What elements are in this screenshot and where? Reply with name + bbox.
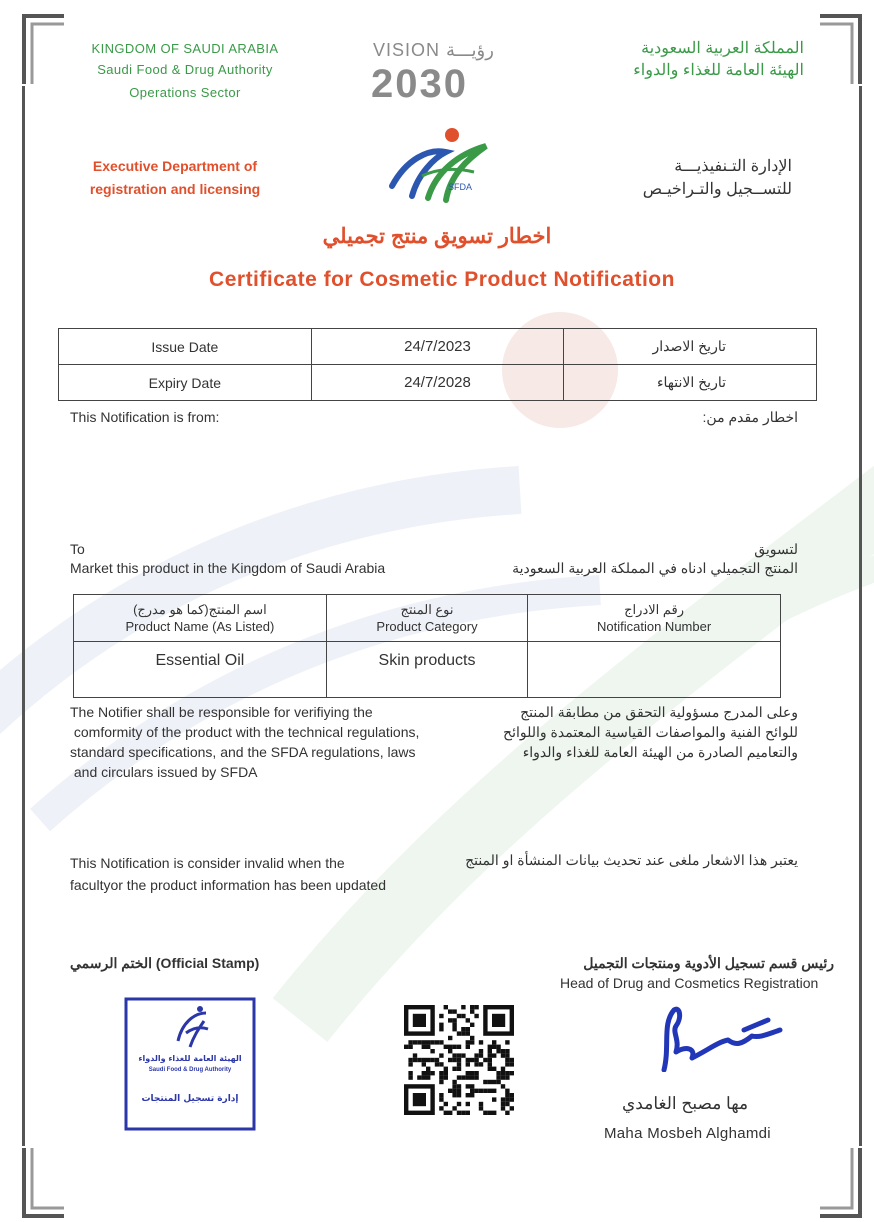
vision-2030-logo — [365, 38, 515, 110]
department-arabic — [562, 155, 792, 201]
notification-number-cell — [528, 642, 781, 698]
responsibility-line-4: and circulars issued by SFDA — [70, 764, 258, 780]
header-authority-ar: الهيئة العامة للغذاء والدواء — [633, 62, 804, 79]
market-line-2: Market this product in the Kingdom of Saudi Arabia — [70, 560, 386, 576]
notification-from-label: This Notification is from: — [70, 409, 220, 425]
department-ar-line-2: للتســجيل والتـراخيـص — [642, 181, 792, 198]
header-product-name — [74, 595, 327, 642]
header-product-name-ar: اسم المنتج(كما هو مدرج) — [133, 602, 267, 617]
signer-name-arabic: مها مصبح الغامدي — [622, 1094, 749, 1113]
responsibility-ar-line-2: للوائح الفنية والمواصفات القياسية المعتمدة واللوائح — [503, 724, 798, 740]
product-table-header — [74, 595, 781, 642]
signer-name-english: Maha Mosbeh Alghamdi — [604, 1125, 771, 1142]
head-title-arabic: رئيس قسم تسجيل الأدوية ومنتجات التجميل — [583, 955, 834, 971]
invalid-note-english — [70, 852, 440, 896]
issue-date-label: Issue Date — [59, 329, 312, 365]
department-line-1: Executive Department of — [92, 158, 258, 174]
notification-from-label-ar: اخطار مقدم من: — [702, 409, 798, 425]
product-table — [73, 594, 781, 698]
market-line-1: To — [70, 541, 85, 557]
dates-table — [58, 328, 817, 401]
issue-date-row — [59, 329, 817, 365]
title-english: Certificate for Cosmetic Product Notification — [209, 268, 675, 291]
header-notification-number-ar: رقم الادراج — [624, 602, 685, 617]
market-text-english — [70, 540, 385, 578]
official-stamp-label: الختم الرسمي (Official Stamp) — [70, 955, 260, 971]
responsibility-line-1: The Notifier shall be responsible for verifiying the — [70, 704, 373, 720]
department-line-2: registration and licensing — [89, 181, 261, 197]
sfda-logo — [388, 126, 493, 208]
header-product-category — [326, 595, 527, 642]
responsibility-english — [70, 702, 465, 782]
stamp-authority-en: Saudi Food & Drug Authority — [148, 1067, 232, 1073]
head-title-english: Head of Drug and Cosmetics Registration — [560, 975, 819, 991]
market-text-arabic — [512, 540, 798, 578]
product-name-cell: Essential Oil — [74, 642, 327, 698]
header-english — [70, 38, 300, 103]
header-authority: Saudi Food & Drug Authority — [97, 62, 273, 77]
frame-corner-bottom-right — [818, 1146, 862, 1218]
header-product-category-ar: نوع المنتج — [400, 602, 454, 617]
header-product-category-en: Product Category — [376, 619, 478, 634]
header-product-name-en: Product Name (As Listed) — [125, 619, 275, 634]
frame-corner-bottom-left — [22, 1146, 66, 1218]
header-notification-number-en: Notification Number — [597, 619, 712, 634]
department-english — [70, 155, 280, 201]
expiry-date-row — [59, 365, 817, 401]
title-arabic: اخطار تسويق منتج تجميلي — [322, 225, 552, 248]
stamp-department-ar: إدارة تسجيل المنتجات — [141, 1094, 239, 1104]
header-kingdom: KINGDOM OF SAUDI ARABIA — [91, 41, 279, 56]
responsibility-line-3: standard specifications, and the SFDA regulations, laws — [70, 744, 416, 760]
header-sector: Operations Sector — [129, 85, 241, 100]
responsibility-ar-line-3: والتعاميم الصادرة من الهيئة العامة للغذاء والدواء — [522, 744, 798, 760]
frame-corner-top-left — [22, 14, 66, 86]
issue-date-value: 24/7/2023 — [311, 329, 564, 365]
stamp-authority-ar: الهيئة العامة للغذاء والدواء — [138, 1054, 242, 1063]
header-arabic — [544, 38, 804, 82]
market-ar-line-1: لتسويق — [754, 541, 798, 557]
official-stamp — [124, 997, 256, 1131]
vision-year: 2030 — [371, 62, 468, 106]
department-ar-line-1: الإدارة التـنفيذيـــة — [674, 158, 792, 175]
market-ar-line-2: المنتج التجميلي ادناه في المملكة العربية السعودية — [512, 560, 798, 576]
handwritten-signature — [652, 1000, 786, 1072]
responsibility-ar-line-1: وعلى المدرج مسؤولية التحقق من مطابقة المنتج — [520, 704, 798, 720]
expiry-date-label-ar: تاريخ الانتهاء — [564, 365, 817, 401]
expiry-date-label: Expiry Date — [59, 365, 312, 401]
responsibility-line-2: comformity of the product with the technical regulations, — [70, 724, 420, 740]
header-notification-number — [528, 595, 781, 642]
expiry-date-value: 24/7/2028 — [311, 365, 564, 401]
frame-corner-top-right — [818, 14, 862, 86]
invalid-note-arabic: يعتبر هذا الاشعار ملغى عند تحديث بيانات المنشأة او المنتج — [465, 852, 798, 868]
header-kingdom-ar: المملكة العربية السعودية — [641, 40, 804, 57]
responsibility-arabic — [458, 702, 798, 762]
qr-code-graphic — [396, 997, 522, 1123]
invalid-line-1: This Notification is consider invalid when the — [70, 855, 345, 871]
issue-date-label-ar: تاريخ الاصدار — [564, 329, 817, 365]
sfda-logo-text: SFDA — [448, 182, 473, 192]
qr-code — [396, 997, 522, 1123]
table-row — [74, 642, 781, 698]
vision-text: VISION رؤيـــة — [373, 40, 494, 60]
invalid-line-2: facultyor the product information has been updated — [70, 877, 386, 893]
product-category-cell: Skin products — [326, 642, 527, 698]
